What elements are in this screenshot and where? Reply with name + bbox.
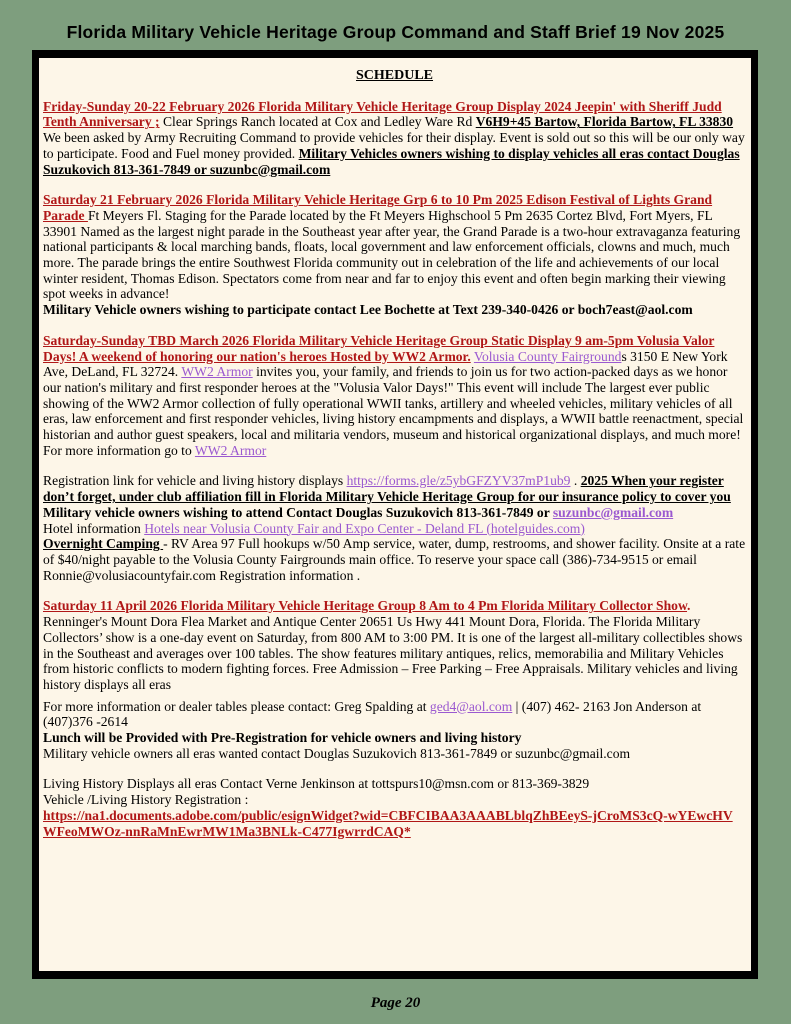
event-jeepin-sheriff-judd [43,99,746,178]
registration-label: Registration link for vehicle and living history displays [43,473,347,489]
event-heading: Saturday 11 April 2026 Florida Military Vehicle Heritage Group 8 Am to 4 Pm Florida Military Collector Show [43,598,688,614]
hotel-label: Hotel information [43,520,145,536]
event-body: Ft Meyers Fl. Staging for the Parade located by the Ft Meyers Highschool 5 Pm 2635 Cortez Blvd, Fort Myers, FL 33901 Named as the largest night parade in the Southeast year after year, the Grand Parade is a two-hour extravaganza featuring national participants & local marching bands, floats, local government and law enforcement officials, clowns and much, much more. The parade brings the entire Southwest Florida community out in celebration of the life and achievements of our local winter resident, Thomas Edison. Spectators come from near and far to enjoy this event and often begin marking their viewing spot weeks in advance! [43,207,741,302]
registration-link[interactable]: https://forms.gle/z5ybGFZYV37mP1ub9 [346,473,571,489]
lunch-note: Lunch will be Provided with Pre-Registration for vehicle owners and living history [43,730,522,746]
event-body: We been asked by Army Recruiting Command to provide vehicles for their display. Event is sold out so this will be our only way to participate. Food and Fuel money provided. [43,130,745,161]
event-plus-code: V6H9+45 Bartow, Florida Bartow, FL 33830 [475,114,734,130]
event-heading-end: . [687,598,691,614]
event-heading: Saturday-Sunday TBD March 2026 Florida Military Vehicle Heritage Group Static Display 9 am-5pm Volusia Valor Days! A weekend of honoring our nation's heroes Hosted by WW2 Armor. [43,332,715,364]
page-header-title: Florida Military Vehicle Heritage Group Command and Staff Brief 19 Nov 2025 [66,22,725,42]
living-history-contact: Living History Displays all eras Contact Verne Jenkinson at tottspurs10@msn.com or 813-369-3829 [43,776,590,792]
hotel-link[interactable]: Hotels near Volusia County Fair and Expo Center - Deland FL (hotelguides.com) [144,520,585,536]
living-history-block [43,776,746,839]
camping-label: Overnight Camping [43,536,164,552]
event-heading: Saturday 21 February 2026 Florida Military Vehicle Heritage Grp 6 to 10 Pm 2025 Edison Festival of Lights Grand Parade [43,192,713,223]
living-history-registration-link[interactable]: https://na1.documents.adobe.com/public/esignWidget?wid=CBFCIBAA3AAABLblqZhBEeyS-jCroMS3cQ-wYEwcHVWFeoMWOz-nnRaMnEwrMW1Ma3BNLk-C477IgwrrdCAQ* [43,807,733,839]
registration-year: 2025 [580,473,608,489]
registration-contact: Military vehicle owners wishing to attend Contact Douglas Suzukovich 813-361-7849 or [43,504,553,520]
ww2-armor-link[interactable]: WW2 Armor [181,364,253,380]
living-history-reg-label: Vehicle /Living History Registration : [43,792,249,808]
info-label: For more information or dealer tables please contact: Greg Spalding at [43,698,430,714]
owners-contact: Military vehicle owners all eras wanted contact Douglas Suzukovich 813-361-7849 or suzunbc@gmail.com [43,745,631,761]
content-panel [39,58,751,971]
event-volusia-valor-days [43,333,746,459]
event-heading: Friday-Sunday 20-22 February 2026 Florida Military Vehicle Heritage Group Display 2024 Jeepin' with Sheriff Judd Tenth Anniversary ; [43,98,722,130]
registration-warning: When your register don’t forget, under club affiliation fill in Florida Military Vehicle Heritage Group for our insurance policy to cover you [43,473,731,505]
event-body: invites you, your family, and friends to join us for two action-packed days as we honor our nation's military and first responder heroes at the "Volusia Valor Days!" This event will include The largest ever public showing of the WW2 Armor collection of fully operational WWII tanks, artillery and wheeled vehicles, military vehicles of all eras, law enforcement and first responder vehicles, living history encampments and displays, a WWII battle reenactment, special historian and author guest speakers, local and militaria vendors, museum and historical organizational displays, and much more! For more information go to [43,364,744,458]
camping-body: - RV Area 97 Full hookups w/50 Amp service, water, dump, restrooms, and shower facility. Onsite at a rate of $40/night payable to the Volusia County Fairgrounds main office. To reserve your space call (386)-734-9515 or email Ronnie@volusiacountyfair.com Registration information . [43,536,746,583]
volusia-fairgrounds-link[interactable]: Volusia County Fairground [473,348,622,364]
ww2-armor-link-2[interactable]: WW2 Armor [194,442,267,458]
event-body: Renninger's Mount Dora Flea Market and Antique Center 20651 Us Hwy 441 Mount Dora, Florida. The Florida Military Collectors’ show is a one-day event on Saturday, from 800 AM to 3:00 PM. It is one of the largest all-military collectibles shows in the Southeast and averages over 100 tables. The show features military antiques, relics, memorabilia and Military Vehicles from historic conflicts to modern fighting forces. Free Admission – Free Parking – Free Appraisals. Military vehicles and living history displays all eras [43,614,743,692]
greg-spalding-email-link[interactable]: ged4@aol.com [429,698,513,714]
event-edison-parade [43,192,746,318]
registration-email-link[interactable]: suzunbc@gmail.com [552,504,674,520]
event-location: Clear Springs Ranch located at Cox and Ledley Ware Rd [159,114,476,130]
event-contact: Military Vehicles owners wishing to display vehicles all eras contact Douglas Suzukovich 813-361-7849 or suzunbc@gmail.com [43,145,740,177]
registration-separator: . [570,473,581,489]
event-contact: Military Vehicle owners wishing to participate contact Lee Bochette at Text 239-340-0426 or boch7east@aol.com [43,302,693,318]
page-number: Page 20 [370,995,421,1011]
event-military-collector-show [43,598,746,692]
schedule-title: SCHEDULE [355,68,434,83]
collector-show-contacts [43,699,746,762]
registration-block [43,473,746,583]
event-address: s 3150 E New York Ave, DeLand, FL 32724. [43,348,728,380]
info-rest: | (407) 462- 2163 Jon Anderson at (407)376 -2614 [43,698,702,730]
